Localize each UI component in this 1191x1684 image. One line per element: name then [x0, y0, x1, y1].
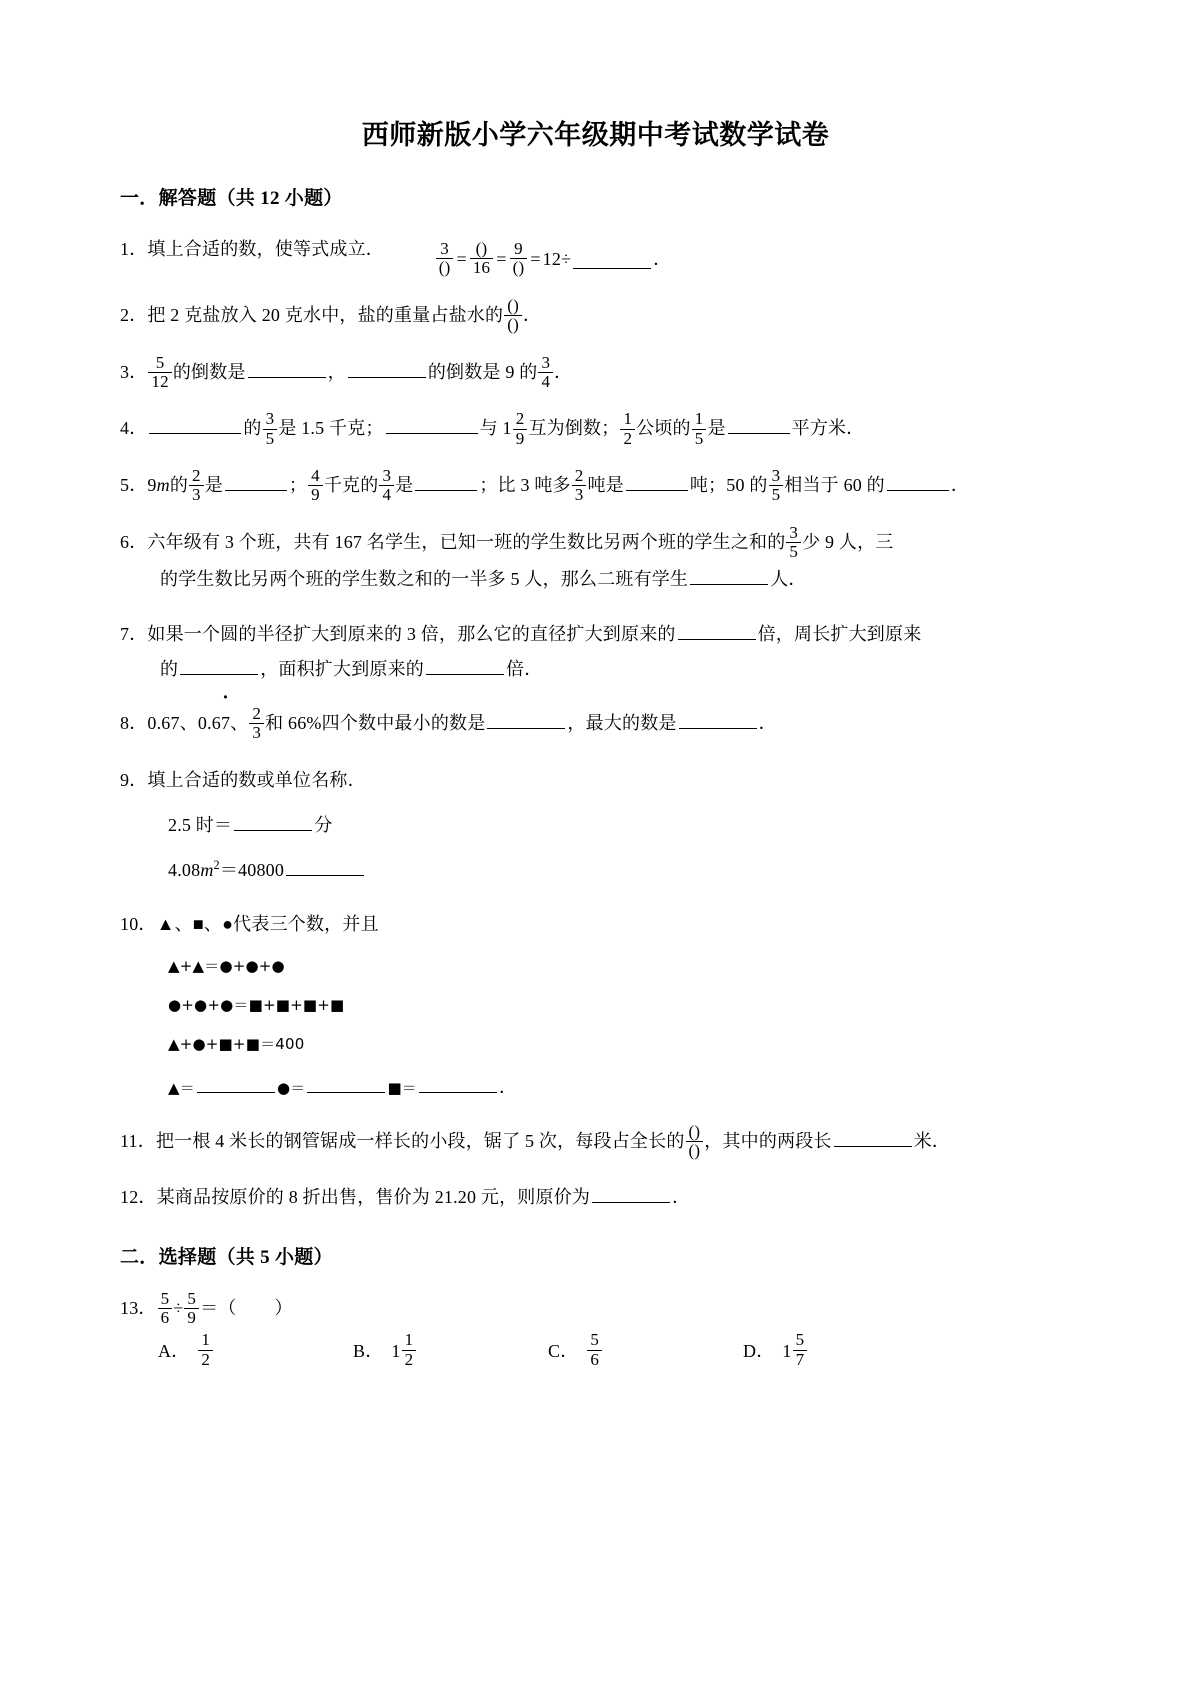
answer-blank[interactable]: [728, 416, 790, 434]
fraction-2-over-3: $\frac{2}{3}$: [249, 705, 264, 743]
answer-blank[interactable]: [573, 251, 651, 269]
question-5-number: 5．: [120, 475, 148, 496]
question-11-text-c: 米．: [913, 1130, 951, 1151]
question-9-line1-a: 2.5 时＝: [168, 814, 233, 835]
question-3-text-b: ，: [327, 361, 346, 382]
section-heading-2: 二．选择题（共 5 小题）: [120, 1246, 333, 1268]
question-2-number: 2．: [120, 304, 148, 325]
answer-blank[interactable]: [592, 1185, 670, 1203]
question-7-line1-a: 如果一个圆的半径扩大到原来的 3 倍，那么它的直径扩大到原来的: [147, 623, 676, 644]
fraction-3-over-4: $\frac{3}{4}$: [538, 354, 553, 392]
question-6-line2: [160, 562, 1071, 597]
question-10-eq4-a: ▲＝: [168, 1078, 195, 1097]
question-11-text-b: ，其中的两段长: [704, 1130, 832, 1151]
option-c[interactable]: [548, 1332, 743, 1370]
question-5-text-b: 的: [169, 475, 189, 496]
question-3-number: 3．: [120, 361, 148, 382]
question-1-period: ．: [653, 249, 672, 270]
question-10-equation-4: [168, 1070, 1071, 1105]
fraction-blank-over-blank: $\frac{()}{()}$: [686, 1123, 704, 1161]
fraction-3-over-5: $\frac{3}{5}$: [263, 410, 278, 448]
question-11: [120, 1121, 1071, 1162]
question-4-text-g: 平方米．: [791, 418, 865, 439]
question-8-text-b: 、: [230, 712, 249, 733]
equals-sign-3: =: [530, 249, 541, 270]
question-13: [120, 1288, 1071, 1370]
option-b-whole: 1: [391, 1340, 401, 1361]
question-13-tail2: ）: [274, 1297, 293, 1318]
question-9-line2-a: 4.08: [168, 859, 201, 880]
question-6-line1-a: 六年级有 3 个班，共有 167 名学生，已知一班的学生数比另两个班的学生之和的: [147, 531, 786, 552]
option-d-label: D．: [743, 1340, 775, 1361]
question-6-line2-b: 人．: [770, 569, 807, 590]
question-7-line2: [160, 652, 1071, 687]
fraction-2-over-3: $\frac{2}{3}$: [189, 467, 204, 505]
question-8-text-d: ，最大的数是: [567, 712, 677, 733]
question-3-text-c: 的倒数是 9 的: [427, 361, 538, 382]
question-5-text-k: ．: [950, 475, 970, 496]
question-9-line1-b: 分: [314, 814, 333, 835]
question-5: [120, 468, 1071, 506]
fraction-3-over-5: $\frac{3}{5}$: [769, 467, 784, 505]
question-3-text-a: 的倒数是: [172, 361, 246, 382]
question-12: [120, 1180, 1071, 1215]
question-4-text-f: 是: [707, 418, 726, 439]
fraction-5-over-6: $\frac{5}{6}$: [158, 1290, 173, 1328]
unit-meter: m: [156, 475, 170, 496]
answer-blank[interactable]: [286, 858, 364, 876]
question-8-number: 8．: [120, 712, 148, 733]
option-b-fraction: $\frac{1}{2}$: [402, 1331, 417, 1369]
question-13-options: [158, 1332, 1071, 1370]
question-5-text-g: ；比 3 吨多: [479, 475, 571, 496]
answer-blank[interactable]: [690, 567, 768, 585]
option-d[interactable]: [743, 1332, 938, 1370]
question-6: [120, 522, 1071, 598]
repeating-decimal-mark: · 7: [221, 706, 230, 741]
fraction-3-over-blank: $\frac{3}{()}$: [436, 240, 454, 278]
question-7-number: 7．: [120, 623, 148, 644]
option-d-whole: 1: [782, 1340, 792, 1361]
answer-blank[interactable]: [487, 711, 565, 729]
question-8: [120, 703, 1071, 744]
question-10-number: 10．: [120, 913, 157, 934]
question-2: [120, 295, 1071, 336]
equals-sign-2: =: [496, 249, 507, 270]
page-title: 西师新版小学六年级期中考试数学试卷: [361, 120, 830, 150]
divide-sign: ÷: [173, 1297, 184, 1318]
option-c-fraction: $\frac{5}{6}$: [587, 1331, 602, 1369]
question-9-line1: [168, 808, 1071, 843]
answer-blank[interactable]: [887, 473, 949, 491]
fraction-3-over-5: $\frac{3}{5}$: [786, 524, 801, 562]
option-b[interactable]: [353, 1332, 548, 1370]
fraction-blank-over-16: $\frac{()}{16}$: [470, 240, 493, 278]
question-4-text-b: 是 1.5 千克；: [278, 418, 384, 439]
question-9: [120, 763, 1071, 888]
question-4-text-c: 与 1: [479, 418, 512, 439]
fraction-9-over-blank: $\frac{9}{()}$: [510, 240, 528, 278]
question-7-line2-c: 倍．: [506, 658, 543, 679]
fraction-2-over-3: $\frac{2}{3}$: [572, 467, 587, 505]
question-5-text-a: 9: [147, 475, 157, 496]
question-10-eq4-d: ．: [499, 1076, 518, 1097]
question-5-text-f: 是: [395, 475, 414, 496]
question-12-number: 12．: [120, 1187, 157, 1208]
question-9-text: 填上合适的数或单位名称．: [147, 769, 366, 790]
question-1-equation: [435, 241, 672, 279]
answer-blank[interactable]: [225, 473, 287, 491]
question-13-tail: ＝（: [200, 1297, 237, 1318]
question-2-text-b: ．: [522, 304, 542, 325]
answer-blank[interactable]: [419, 1075, 497, 1093]
question-5-text-j: 相当于 60 的: [784, 475, 885, 496]
answer-blank[interactable]: [180, 657, 258, 675]
question-5-text-h: 吨是: [587, 475, 624, 496]
answer-blank[interactable]: [834, 1129, 912, 1147]
question-9-number: 9．: [120, 769, 148, 790]
question-7: [120, 617, 1071, 687]
fraction-1-over-5: $\frac{1}{5}$: [692, 410, 707, 448]
answer-blank[interactable]: [234, 813, 312, 831]
question-10-eq4-b: ●＝: [276, 1078, 306, 1097]
answer-blank[interactable]: [307, 1075, 385, 1093]
option-c-label: C．: [548, 1340, 579, 1361]
question-10-equation-1: ▲+▲＝●+●+●: [168, 956, 285, 975]
question-10-text: ▲、■、●代表三个数，并且: [156, 913, 379, 934]
answer-blank[interactable]: [197, 1075, 275, 1093]
question-4: [120, 411, 1071, 449]
option-d-fraction: $\frac{5}{7}$: [793, 1331, 808, 1369]
option-a-fraction: $\frac{1}{2}$: [198, 1331, 213, 1369]
question-10-equation-2: ●+●+●＝■+■+■+■: [168, 996, 345, 1015]
fraction-5-over-9: $\frac{5}{9}$: [184, 1290, 199, 1328]
section-heading-1: 一．解答题（共 12 小题）: [120, 188, 343, 210]
question-8-text-e: ．: [758, 712, 777, 733]
question-10-equation-3: ▲+●+■+■＝400: [168, 1035, 305, 1054]
equals-sign-1: =: [456, 249, 467, 270]
question-13-number: 13．: [120, 1297, 157, 1318]
question-6-line1-b: 少 9 人，三: [802, 531, 894, 552]
unit-square-meter: $m^2$: [200, 857, 220, 880]
question-1: [120, 232, 1071, 279]
question-5-text-d: ；: [288, 475, 308, 496]
question-1-number: 1．: [120, 239, 148, 260]
answer-blank[interactable]: [386, 416, 478, 434]
question-4-number: 4．: [120, 418, 148, 439]
question-12-text-b: ．: [672, 1187, 691, 1208]
question-9-line2-b: ＝40800: [219, 859, 285, 880]
option-a-label: A．: [158, 1340, 190, 1361]
question-7-line1-b: 倍，周长扩大到原来: [757, 623, 922, 644]
option-b-label: B．: [353, 1340, 384, 1361]
question-8-text-a: 0.67、0.6: [147, 712, 222, 733]
fraction-blank-over-blank: $\frac{()}{()}$: [504, 297, 522, 335]
option-a[interactable]: [158, 1332, 353, 1370]
question-6-number: 6．: [120, 531, 148, 552]
question-4-text-d: 互为倒数；: [528, 418, 620, 439]
question-8-text-c: 和 66%四个数中最小的数是: [265, 712, 486, 733]
question-1-text: 填上合适的数，使等式成立．: [147, 239, 385, 260]
question-11-number: 11．: [120, 1130, 156, 1151]
answer-blank[interactable]: [679, 711, 757, 729]
question-5-text-i: 吨；50 的: [689, 475, 768, 496]
question-5-text-e: 千克的: [323, 475, 379, 496]
answer-blank[interactable]: [415, 473, 477, 491]
fraction-3-over-4: $\frac{3}{4}$: [379, 467, 394, 505]
answer-blank[interactable]: [348, 359, 426, 377]
answer-blank[interactable]: [678, 621, 756, 639]
question-4-text-e: 公顷的: [636, 418, 691, 439]
answer-blank[interactable]: [248, 359, 326, 377]
answer-blank[interactable]: [626, 473, 688, 491]
fraction-4-over-9: $\frac{4}{9}$: [308, 467, 323, 505]
question-7-line2-a: 的: [160, 658, 179, 679]
question-10-eq4-c: ■＝: [387, 1078, 418, 1097]
question-10: [120, 907, 1071, 1105]
question-3-text-d: ．: [554, 361, 573, 382]
answer-blank[interactable]: [426, 657, 504, 675]
question-1-tail: 12÷: [542, 249, 572, 270]
fraction-5-over-12: $\frac{5}{12}$: [148, 354, 171, 392]
question-11-text-a: 把一根 4 米长的钢管锯成一样长的小段，锯了 5 次，每段占全长的: [155, 1130, 685, 1151]
question-4-text-a: 的: [243, 418, 262, 439]
question-9-line2: [168, 853, 1071, 888]
question-5-text-c: 是: [204, 475, 223, 496]
question-2-text-a: 把 2 克盐放入 20 克水中，盐的重量占盐水的: [147, 304, 504, 325]
fraction-1-over-2: $\frac{1}{2}$: [620, 410, 635, 448]
question-6-line2-a: 的学生数比另两个班的学生数之和的一半多 5 人，那么二班有学生: [160, 569, 689, 590]
fraction-2-over-9: $\frac{2}{9}$: [513, 410, 528, 448]
answer-blank[interactable]: [149, 416, 241, 434]
question-7-line2-b: ，面积扩大到原来的: [260, 658, 425, 679]
question-3: [120, 352, 1071, 393]
question-12-text-a: 某商品按原价的 8 折出售，售价为 21.20 元，则原价为: [156, 1187, 591, 1208]
